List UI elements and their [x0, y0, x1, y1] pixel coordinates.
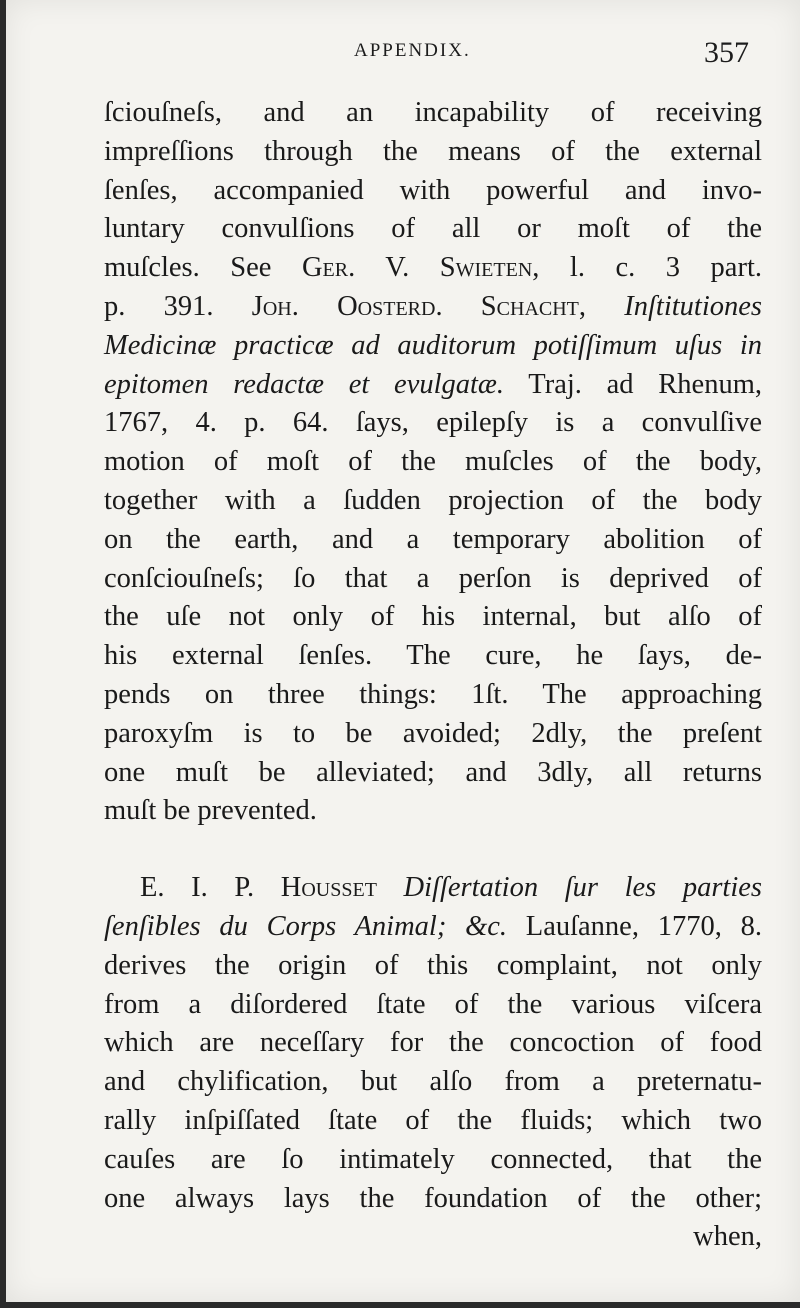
page-header [6, 36, 800, 76]
text-segment: muſcles. See [104, 252, 302, 284]
paragraph-gap [104, 831, 762, 869]
author-name: Ger. V. Swieten, [301, 252, 540, 284]
text-line: his external ſenſes. The cure, he ſays, de- [104, 640, 762, 672]
text-line: 1767, 4. p. 64. ſays, epilepſy is a convulſive [104, 407, 762, 439]
text-line: ſciouſneſs, and an incapability of receiving [104, 97, 762, 128]
text-line: one always lays the foundation of the other; [104, 1182, 762, 1214]
text-line [104, 908, 762, 947]
text-segment: p. 391. [104, 290, 252, 322]
author-name: Joh. Oosterd. Schacht, [251, 290, 587, 322]
text-line [104, 249, 762, 288]
text-line: pends on three things: 1ſt. The approaching [104, 678, 762, 710]
text-line: and chylification, but alſo from a preternatu- [104, 1066, 762, 1098]
text-line: derives the origin of this complaint, not only [104, 949, 762, 981]
work-title: ſenſibles du Corps Animal; &c. [104, 910, 508, 942]
running-head: APPENDIX. [354, 40, 471, 61]
text-line: cauſes are ſo intimately connected, that the [104, 1143, 762, 1175]
text-line: on the earth, and a temporary abolition of [104, 523, 762, 555]
text-line: paroxyſm is to be avoided; 2dly, the preſent [104, 717, 762, 749]
body-text [104, 94, 762, 1257]
catchword: when, [693, 1221, 762, 1253]
text-line: muſt be prevented. [104, 795, 317, 827]
text-segment: Lauſanne, 1770, 8. [507, 910, 762, 942]
text-segment: l. c. 3 part. [539, 252, 762, 284]
text-line: one muſt be alleviated; and 3dly, all returns [104, 756, 762, 788]
text-line: motion of moſt of the muſcles of the body, [104, 446, 762, 478]
text-segment: Traj. ad Rhenum, [504, 368, 762, 400]
text-line: rally inſpiſſated ſtate of the fluids; which two [104, 1104, 762, 1136]
paragraph-2 [104, 869, 762, 1257]
text-line: together with a ſudden projection of the body [104, 484, 762, 516]
work-title: Inſtitutiones [586, 290, 762, 322]
text-line: conſciouſneſs; ſo that a perſon is deprived of [104, 562, 762, 594]
text-line [104, 366, 762, 405]
text-line [104, 288, 762, 327]
text-line: the uſe not only of his internal, but alſo of [104, 601, 762, 633]
book-page [6, 0, 800, 1302]
text-line: ſenſes, accompanied with powerful and invo- [104, 174, 762, 206]
text-line: from a diſordered ſtate of the various viſcera [104, 988, 762, 1020]
text-line: impreſſions through the means of the external [104, 135, 762, 167]
work-title: epitomen redactæ et evulgatæ. [104, 368, 505, 400]
work-title: Diſſertation ſur les parties [376, 872, 762, 904]
author-name: E. I. P. Housset [140, 872, 377, 904]
text-line: which are neceſſary for the concoction of food [104, 1027, 762, 1059]
page-number: 357 [704, 36, 749, 69]
text-line [104, 869, 762, 908]
text-line: luntary convulſions of all or moſt of the [104, 213, 762, 245]
work-title-line: Medicinæ practicæ ad auditorum potiſſimum uſus in [104, 329, 762, 361]
paragraph-1 [104, 94, 762, 831]
